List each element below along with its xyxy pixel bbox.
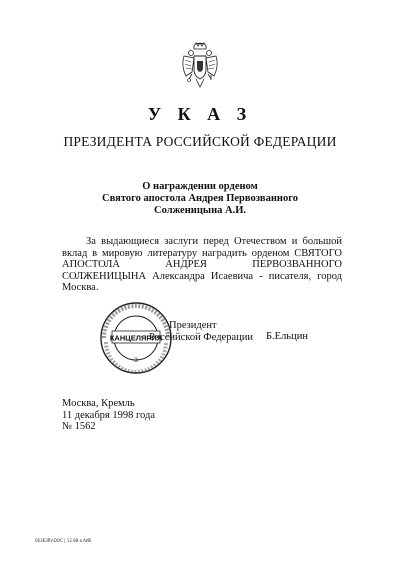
signatory-name: Б.Ельцин [266,331,308,342]
signatory-title-line: Президент [169,320,217,331]
date: 11 декабря 1998 года [62,409,156,421]
signatory-title [149,320,253,343]
svg-text:3: 3 [134,358,138,364]
signatory-title-line: Российской Федерации [149,331,253,343]
document-type: У К А З [147,104,253,124]
double-headed-eagle-emblem-icon [180,42,220,90]
place-and-date [62,398,155,433]
title-line: О награждении орденом [142,181,258,192]
decree-title [0,181,400,217]
file-code: 063K3RV.DOC | 12.98 в АИЕ [35,538,92,543]
stamp-center-text: КАНЦЕЛЯРИЯ [109,333,163,343]
place: Москва, Кремль [62,398,135,409]
title-line: Солженицына А.И. [154,205,246,216]
issuer: ПРЕЗИДЕНТА РОССИЙСКОЙ ФЕДЕРАЦИИ [63,134,337,149]
decree-number: № 1562 [62,421,96,432]
decree-body [62,236,342,294]
decree-body-text: За выдающиеся заслуги перед Отечеством и большой вклад в мировую литературу наградить орденом СВЯТОГО АПОСТОЛА АНДРЕЯ ПЕРВОЗВАННОГО СОЛЖЕНИЦЫНА Александра Исаевича - писателя, город Москва. [62,236,342,293]
title-line: Святого апостола Андрея Первозванного [102,193,298,204]
